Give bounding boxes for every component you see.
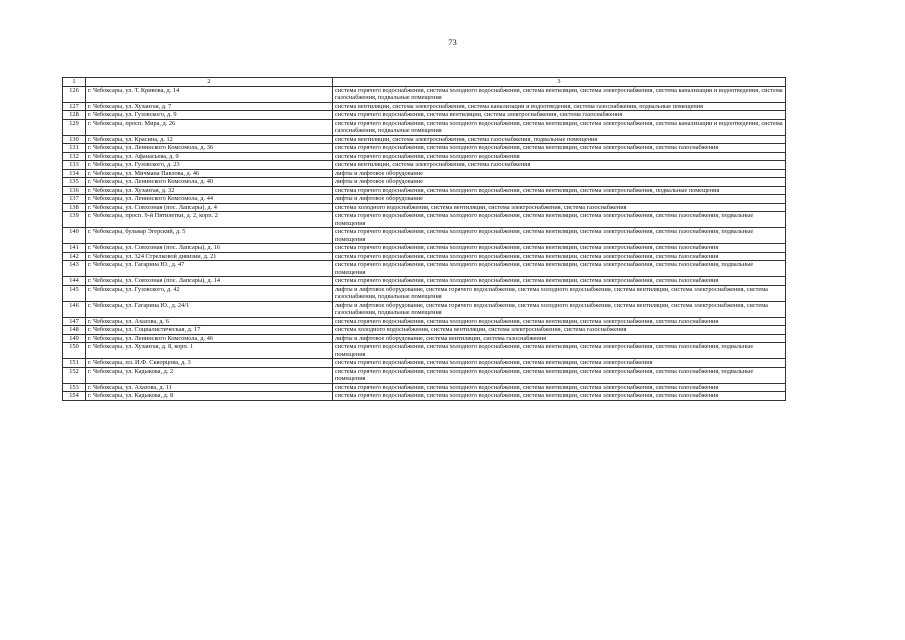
systems-cell: система горячего водоснабжения, система холодного водоснабжения, система вентиляции, система электроснабжения (333, 359, 786, 368)
address-cell: г. Чебоксары, ул. Совхозная (пос. Лапсары), д. 16 (86, 244, 333, 253)
systems-cell: система горячего водоснабжения, система холодного водоснабжения, система вентиляции, система электроснабжения, система канализации и водоотведения, система газоснабжения, подвальные помещения (333, 119, 786, 135)
address-cell: г. Чебоксары, ул. 324 Стрелковой дивизии, д. 21 (86, 252, 333, 261)
table-row (63, 277, 786, 286)
table-row (63, 359, 786, 368)
systems-cell: система горячего водоснабжения, система холодного водоснабжения, система вентиляции, система электроснабжения, система газоснабжения (333, 244, 786, 253)
row-number-cell: 130 (63, 135, 86, 144)
systems-cell: лифты и лифтовое оборудование, система горячего водоснабжения, система холодного водоснабжения, система вентиляции, система электроснабжения, система газоснабжения, подвальные помещения (333, 301, 786, 317)
table-row (63, 285, 786, 301)
row-number-cell: 148 (63, 326, 86, 335)
table-row (63, 195, 786, 204)
row-number-cell: 128 (63, 111, 86, 120)
address-cell: г. Чебоксары, ул. Социалистическая, д. 17 (86, 326, 333, 335)
systems-cell: система горячего водоснабжения, система холодного водоснабжения, система вентиляции, система электроснабжения, система газоснабжения, подвальные помещения (333, 343, 786, 359)
address-cell: г. Чебоксары, бульвар Эгерский, д. 5 (86, 228, 333, 244)
address-cell: г. Чебоксары, ул. Кадыкова, д. 8 (86, 392, 333, 401)
address-cell: г. Чебоксары, ул. Гагарина Ю., д. 47 (86, 261, 333, 277)
table-row (63, 203, 786, 212)
table-row (63, 178, 786, 187)
table-row (63, 326, 786, 335)
address-cell: г. Чебоксары, ул. Совхозная (пос. Лапсары), д. 14 (86, 277, 333, 286)
table-row (63, 261, 786, 277)
row-number-cell: 127 (63, 102, 86, 111)
systems-cell: система горячего водоснабжения, система холодного водоснабжения, система вентиляции, система электроснабжения, система газоснабжения (333, 317, 786, 326)
row-number-cell: 129 (63, 119, 86, 135)
row-number-cell: 137 (63, 195, 86, 204)
table-row (63, 334, 786, 343)
systems-cell: лифты и лифтовое оборудование (333, 195, 786, 204)
systems-cell: система вентиляции, система электроснабжения, система газоснабжения (333, 161, 786, 170)
address-cell: г. Чебоксары, просп. 9-й Пятилетки, д. 2, корп. 2 (86, 212, 333, 228)
address-cell: г. Чебоксары, ул. Ленинского Комсомола, д. 46 (86, 334, 333, 343)
row-number-cell: 134 (63, 169, 86, 178)
register-table-body (63, 78, 786, 401)
address-cell: г. Чебоксары, ул. Красина, д. 12 (86, 135, 333, 144)
address-cell: г. Чебоксары, ул. Гагарина Ю., д. 24/1 (86, 301, 333, 317)
row-number-cell: 143 (63, 261, 86, 277)
address-cell: г. Чебоксары, ул. Ленинского Комсомола, д. 36 (86, 144, 333, 153)
address-cell: г. Чебоксары, ул. Хузангая, д. 7 (86, 102, 333, 111)
table-row (63, 301, 786, 317)
systems-cell: система горячего водоснабжения, система холодного водоснабжения, система вентиляции, система электроснабжения, система газоснабжения (333, 277, 786, 286)
address-cell: г. Чебоксары, ул. Совхозная (пос. Лапсары), д. 4 (86, 203, 333, 212)
row-number-cell: 139 (63, 212, 86, 228)
address-cell: г. Чебоксары, ул. Хузангая, д. 8, корп. 1 (86, 343, 333, 359)
address-cell: г. Чебоксары, ул. Мичмана Павлова, д. 46 (86, 169, 333, 178)
systems-cell: система горячего водоснабжения, система холодного водоснабжения, система вентиляции, система электроснабжения, система газоснабжения (333, 144, 786, 153)
address-cell: г. Чебоксары, ул. Ленинского Комсомола, д. 40 (86, 178, 333, 187)
row-number-cell: 138 (63, 203, 86, 212)
row-number-cell: 152 (63, 367, 86, 383)
systems-cell: система горячего водоснабжения, система холодного водоснабжения, система вентиляции, система электроснабжения, система газоснабжения (333, 252, 786, 261)
table-row (63, 383, 786, 392)
header-cell-number: 1 (63, 78, 86, 87)
systems-cell: система горячего водоснабжения, система холодного водоснабжения, система вентиляции, система электроснабжения, система газоснабжения, подвальные помещения (333, 228, 786, 244)
systems-cell: лифты и лифтовое оборудование, система горячего водоснабжения, система холодного водоснабжения, система вентиляции, система электроснабжения, система газоснабжения, подвальные помещения (333, 285, 786, 301)
address-cell: г. Чебоксары, ул. Т. Кривова, д. 14 (86, 86, 333, 102)
table-row (63, 186, 786, 195)
systems-cell: система холодного водоснабжения, система вентиляции, система электроснабжения, система газоснабжения (333, 203, 786, 212)
row-number-cell: 144 (63, 277, 86, 286)
row-number-cell: 141 (63, 244, 86, 253)
systems-cell: система горячего водоснабжения, система холодного водоснабжения, система вентиляции, система электроснабжения, система газоснабжения (333, 392, 786, 401)
address-cell: г. Чебоксары, просп. Мира, д. 26 (86, 119, 333, 135)
systems-cell: система горячего водоснабжения, система холодного водоснабжения, система вентиляции, система электроснабжения, система канализации и водоотведения, система газоснабжения, подвальные помещения (333, 86, 786, 102)
table-row (63, 228, 786, 244)
address-cell: г. Чебоксары, пл. И.Ф. Скворцова, д. 3 (86, 359, 333, 368)
row-number-cell: 147 (63, 317, 86, 326)
systems-cell: лифты и лифтовое оборудование (333, 178, 786, 187)
row-number-cell: 150 (63, 343, 86, 359)
systems-cell: система горячего водоснабжения, система холодного водоснабжения, система вентиляции, система электроснабжения, система газоснабжения, подвальные помещения (333, 367, 786, 383)
systems-cell: система горячего водоснабжения, система холодного водоснабжения, система вентиляции, система электроснабжения, система газоснабжения, подвальные помещения (333, 212, 786, 228)
address-cell: г. Чебоксары, ул. Гузовского, д. 42 (86, 285, 333, 301)
row-number-cell: 146 (63, 301, 86, 317)
row-number-cell: 136 (63, 186, 86, 195)
address-cell: г. Чебоксары, ул. Ленинского Комсомола, д. 44 (86, 195, 333, 204)
table-row (63, 86, 786, 102)
row-number-cell: 135 (63, 178, 86, 187)
row-number-cell: 145 (63, 285, 86, 301)
table-row (63, 317, 786, 326)
row-number-cell: 142 (63, 252, 86, 261)
row-number-cell: 140 (63, 228, 86, 244)
systems-cell: лифты и лифтовое оборудование (333, 169, 786, 178)
systems-cell: система холодного водоснабжения, система вентиляции, система электроснабжения, система газоснабжения (333, 326, 786, 335)
header-cell-systems: 3 (333, 78, 786, 87)
address-cell: г. Чебоксары, ул. Кадыкова, д. 2 (86, 367, 333, 383)
address-cell: г. Чебоксары, ул. Хузангая, д. 32 (86, 186, 333, 195)
table-row (63, 244, 786, 253)
table-row (63, 343, 786, 359)
systems-cell: система горячего водоснабжения, система холодного водоснабжения (333, 152, 786, 161)
table-header-row (63, 78, 786, 87)
systems-cell: система горячего водоснабжения, система холодного водоснабжения, система вентиляции, система электроснабжения, система газоснабжения (333, 383, 786, 392)
systems-cell: система горячего водоснабжения, система холодного водоснабжения, система вентиляции, система электроснабжения, система газоснабжения, подвальные помещения (333, 261, 786, 277)
row-number-cell: 149 (63, 334, 86, 343)
table-row (63, 144, 786, 153)
row-number-cell: 154 (63, 392, 86, 401)
row-number-cell: 132 (63, 152, 86, 161)
row-number-cell: 131 (63, 144, 86, 153)
table-row (63, 119, 786, 135)
table-row (63, 111, 786, 120)
header-cell-address: 2 (86, 78, 333, 87)
address-cell: г. Чебоксары, ул. Ахазова, д. 6 (86, 317, 333, 326)
page-number: 73 (448, 37, 457, 47)
systems-cell: система горячего водоснабжения, система холодного водоснабжения, система вентиляции, система электроснабжения, подвальные помещения (333, 186, 786, 195)
row-number-cell: 153 (63, 383, 86, 392)
systems-cell: система вентиляции, система электроснабжения, система газоснабжения, подвальные помещения (333, 135, 786, 144)
table-row (63, 102, 786, 111)
address-cell: г. Чебоксары, ул. Гузовского, д. 9 (86, 111, 333, 120)
register-table (62, 77, 786, 401)
address-cell: г. Чебоксары, ул. Ахазова, д. 11 (86, 383, 333, 392)
table-row (63, 135, 786, 144)
table-row (63, 212, 786, 228)
table-row (63, 252, 786, 261)
systems-cell: система горячего водоснабжения, система вентиляции, система электроснабжения, система газоснабжения (333, 111, 786, 120)
systems-cell: система вентиляции, система электроснабжения, система канализации и водоотведения, система газоснабжения, подвальные помещения (333, 102, 786, 111)
row-number-cell: 151 (63, 359, 86, 368)
table-row (63, 392, 786, 401)
address-cell: г. Чебоксары, ул. Афанасьева, д. 9 (86, 152, 333, 161)
systems-cell: лифты и лифтовое оборудование, система вентиляции, система газоснабжения (333, 334, 786, 343)
table-row (63, 169, 786, 178)
row-number-cell: 126 (63, 86, 86, 102)
address-cell: г. Чебоксары, ул. Гузовского, д. 23 (86, 161, 333, 170)
table-row (63, 161, 786, 170)
table-row (63, 152, 786, 161)
row-number-cell: 133 (63, 161, 86, 170)
table-row (63, 367, 786, 383)
